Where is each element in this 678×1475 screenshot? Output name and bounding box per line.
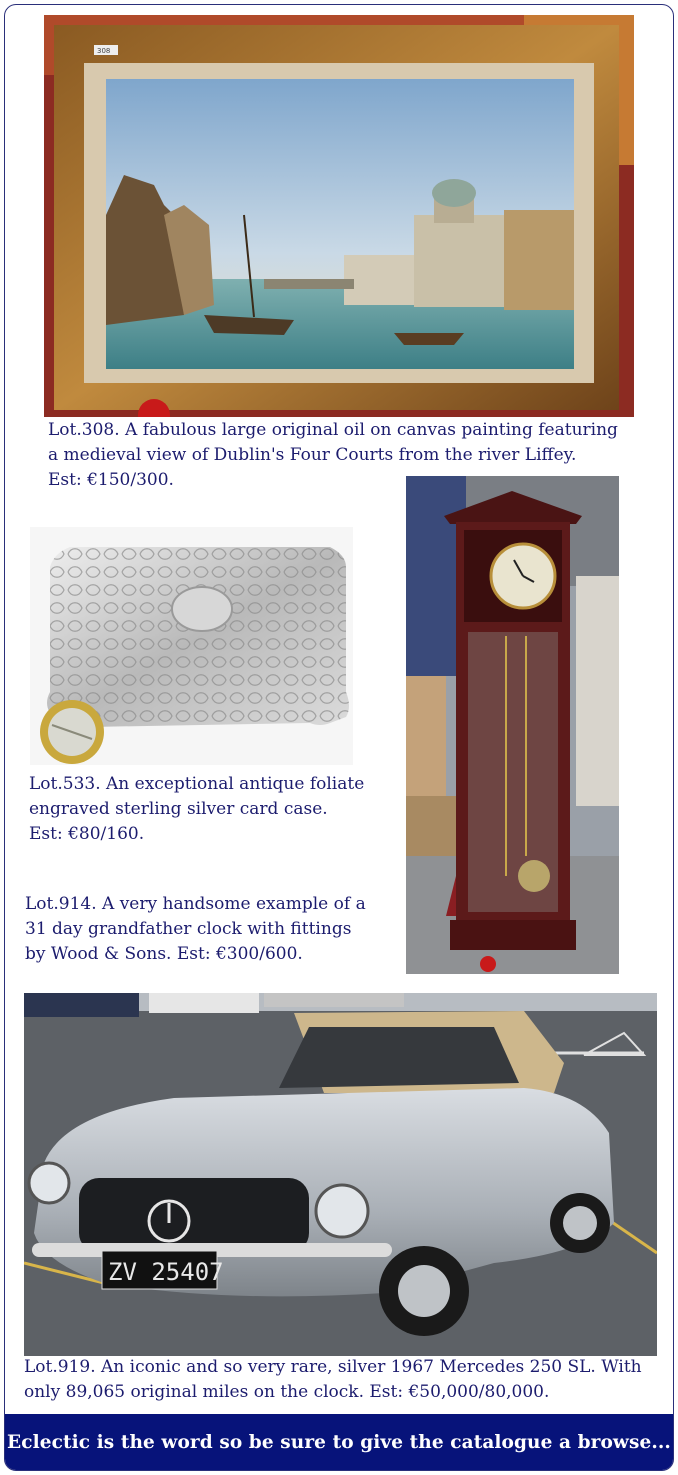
footer-text: Eclectic is the word so be sure to give the catalogue a browse...	[7, 1431, 671, 1453]
caption-line: engraved sterling silver card case.	[29, 799, 328, 819]
car-photo	[24, 993, 657, 1356]
caption-line: Est: €80/160.	[29, 824, 145, 844]
caption-line: by Wood & Sons. Est: €300/600.	[25, 944, 303, 964]
painting-photo	[44, 15, 634, 417]
caption-line: 31 day grandfather clock with fittings	[25, 919, 352, 939]
caption-line: only 89,065 original miles on the clock. Est: €50,000/80,000.	[24, 1382, 550, 1402]
caption-line: Lot.914. A very handsome example of a	[25, 894, 366, 914]
caption-line: Lot.919. An iconic and so very rare, silver 1967 Mercedes 250 SL. With	[24, 1357, 642, 1377]
clock-photo	[406, 476, 619, 974]
lot-914-caption	[25, 892, 366, 967]
caption-line: a medieval view of Dublin's Four Courts from the river Liffey.	[48, 445, 577, 465]
caption-line: Lot.533. An exceptional antique foliate	[29, 774, 365, 794]
lot-919-caption	[24, 1355, 642, 1405]
license-plate: ZV 25407	[108, 1258, 224, 1286]
caption-line: Est: €150/300.	[48, 470, 174, 490]
footer-banner	[5, 1414, 673, 1470]
frame-tag: 308	[97, 47, 111, 55]
lot-533-caption	[29, 772, 364, 847]
catalogue-card	[4, 4, 674, 1471]
caption-line: Lot.308. A fabulous large original oil on canvas painting featuring	[48, 420, 618, 440]
card-case-photo	[30, 527, 353, 765]
